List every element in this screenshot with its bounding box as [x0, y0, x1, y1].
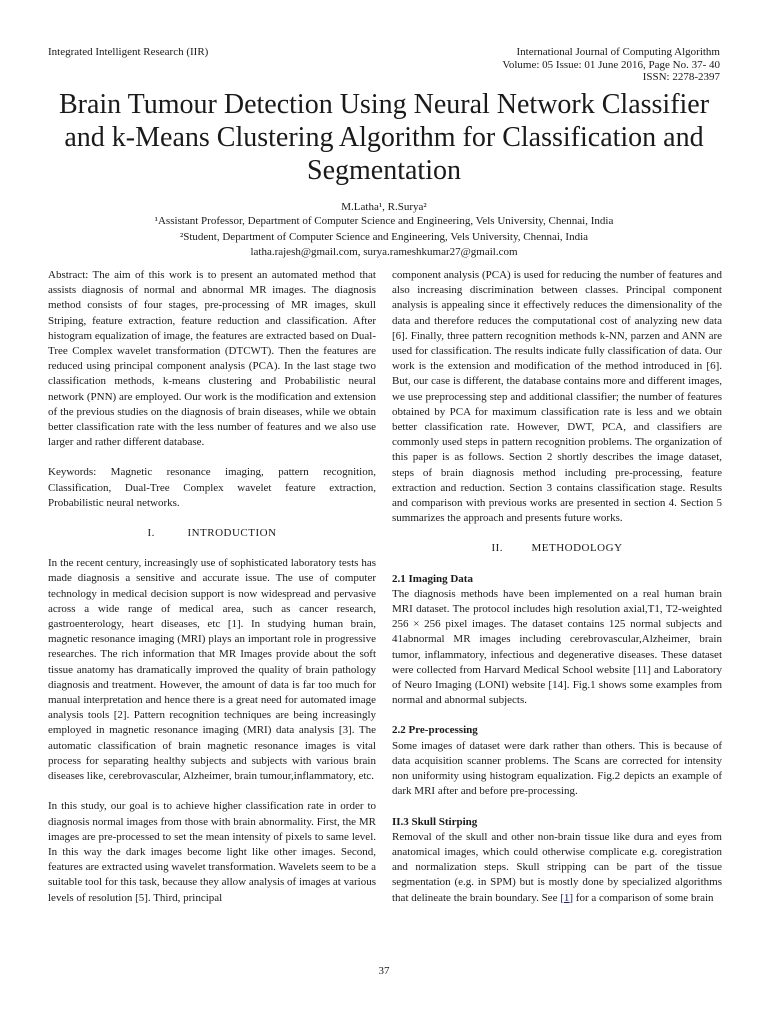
journal-info [420, 46, 720, 84]
right-column [392, 268, 722, 906]
journal-publisher: Integrated Intelligent Research (IIR) [48, 46, 209, 58]
section-number: I. [147, 527, 155, 540]
keywords: Keywords: Magnetic resonance imaging, pattern recognition, Classification, Dual-Tree Complex wavelet feature extraction, Probabilistic neural networks. [48, 466, 376, 509]
subsection-heading-skull-stripping: II.3 Skull Stirping [392, 815, 478, 828]
imaging-data-text: The diagnosis methods have been implemented on a real human brain MRI dataset. The protocol includes high resolution axial,T1, T2-weighted 256 × 256 pixel images. The dataset contains 125 normal subjects and 41abnormal MR images including cerebrovascular,Alzheimer, brain tumor, inflammatory, infectious and degenerative diseases. These dataset were collected from Harvard Medical School website [11] and Laboratory of Neuro Imaging (LONI) website [14]. Fig.1 shows some examples from normal and abnormal subjects. [392, 587, 722, 707]
page-number: 37 [378, 965, 390, 977]
intro-paragraph-2: In this study, our goal is to achieve higher classification rate in order to diagnosis normal images from those with brain abnormality. First, the MR images are pre-processed to set the mean intensity of pixels to same level. In this way the dark images become light like other images. Second, features are extracted using wavelet transformation. Wavelets seem to be a suitable tool for this task, because they allow analysis of images at various levels of resolution [5]. Third, principal [48, 800, 376, 904]
author-emails: latha.rajesh@gmail.com, surya.rameshkumar27@gmail.com [250, 246, 518, 258]
subsection-heading-preprocessing: 2.2 Pre-processing [392, 724, 478, 737]
journal-issn: ISSN: 2278-2397 [642, 71, 720, 83]
author-affiliations [40, 214, 728, 261]
paper-title: Brain Tumour Detection Using Neural Network Classifier and k-Means Clustering Algorithm for Classification and Segmentation [58, 89, 710, 186]
intro-paragraph-1: In the recent century, increasingly use of sophisticated laboratory tests has made diagnosis a sensitive and accurate issue. The use of computer technology in medical decision support is now widespread and pervasive across a wide range of medical area, such as cancer research, gastroenterology, heart diseases, etc [1]. In studying human brain, magnetic resonance imaging (MRI) plays an important role in progressive researches. The rich information that MR Images provide about the soft tissue anatomy has dramatically improved the quality of brain pathology diagnosis and treatment. However, the amount of data is far too much for manual interpretation and hence there is a great need for automated image analysis tools [2]. Pattern recognition techniques are being increasingly employed in magnetic resonance imaging (MRI) data analysis [3]. The automatic classification of brain magnetic resonance images is vital process for separating healthy subjects and subjects with various brain diseases like, cerebrovascular, Alzheimer, brain tumour,inflammatory, etc. [48, 557, 376, 783]
reference-link-1[interactable]: [1] [560, 891, 574, 904]
skull-stripping-tail: for a comparison of some brain [575, 891, 714, 904]
left-column [48, 268, 376, 906]
subsection-heading-imaging-data: 2.1 Imaging Data [392, 572, 473, 585]
journal-name: International Journal of Computing Algorithm [516, 46, 720, 58]
affiliation-1: ¹Assistant Professor, Department of Computer Science and Engineering, Vels University, Chennai, India [154, 215, 614, 227]
section-title: METHODOLOGY [531, 542, 623, 555]
section-title: INTRODUCTION [187, 527, 277, 540]
affiliation-2: ²Student, Department of Computer Science and Engineering, Vels University, Chennai, India [179, 230, 589, 243]
journal-volume: Volume: 05 Issue: 01 June 2016, Page No. 37- 40 [502, 58, 720, 71]
skull-stripping-text [392, 830, 722, 906]
section-number: II. [491, 542, 504, 555]
preprocessing-text: Some images of dataset were dark rather than others. This is because of data acquisition scanner problems. The Scans are corrected for intensity non uniformity using histogram equalization. Fig.2 depicts an example of dark MRI after and before pre-processing. [392, 739, 722, 798]
section-heading-methodology [392, 541, 722, 556]
abstract: Abstract: The aim of this work is to present an automated method that assists diagnosis of normal and abnormal MR images. The diagnosis method consists of four stages, pre-processing of MR images, skull Striping, feature extraction, feature reduction and classification. After histogram equalization of image, the features are extracted based on Dual-Tree Complex wavelet transformation (DTCWT). Then the features are reduced using principal component analysis (PCA). In the last stage two classification methods, k-means clustering and Probabilistic neural network (PNN) are employed. Our work is the modification and extension of the previous studies on the diagnosis of brain diseases, while we obtain better classification rate with the less number of features and we also use larger and rather different database. [48, 269, 376, 449]
intro-paragraph-3: component analysis (PCA) is used for reducing the number of features and also increasing discrimination between classes. Principal component analysis is appealing since it effectively reduces the dimensionality of the data and therefore reduces the computational cost of analyzing new data [6]. Finally, three pattern recognition methods k-NN, parzen and ANN are used for classification. The results indicate fully classification of data. Our work is the extension and modification of the method introduced in [6]. But, our case is different, the database contains more and different images, we use preprocessing step and additional classifier; the number of features obtained by PCA for maximum classification rate is less and we obtain better classification rate. However, DWT, PCA, and classifiers are commonly used steps in pattern recognition problems. The organization of this paper is as follows. Section 2 shortly describes the image dataset, steps of brain diagnosis method including pre-processing, feature extraction and reduction. Section 3 contains classification stage. Results and comparison with previous works are presented in section 4. Section 5 summarizes the approach and presents future works. [392, 269, 722, 525]
paper-authors: M.Latha¹, R.Surya² [341, 201, 427, 213]
section-heading-introduction [48, 526, 376, 541]
skull-stripping-body: Removal of the skull and other non-brain tissue like dura and eyes from anatomical images, which could otherwise complicate e.g. coregistration and normalization steps. Skull stripping can be part of the tissue segmentation (e.g. in SPM) but is mostly done by specialized algorithms that delineate the brain boundary. See [392, 830, 722, 904]
